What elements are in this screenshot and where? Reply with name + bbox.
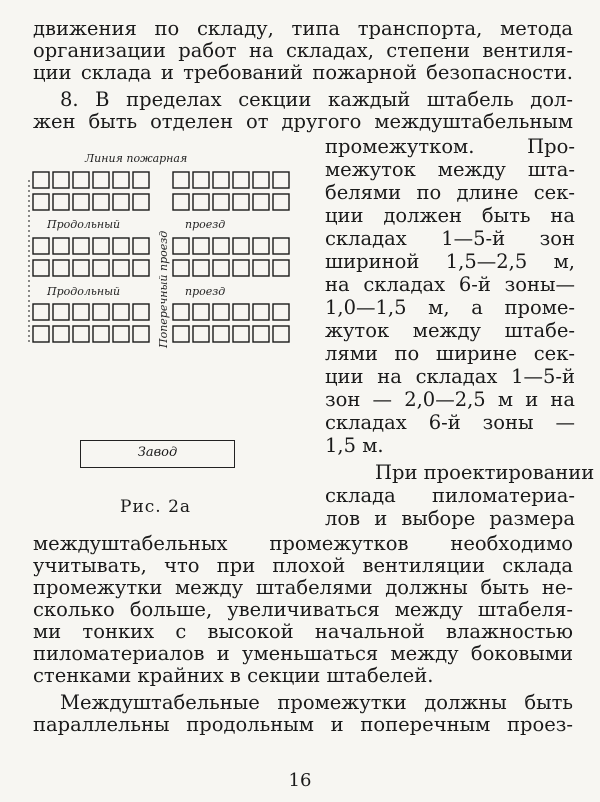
- stack-rect: [193, 194, 209, 210]
- stack-rect: [173, 172, 189, 188]
- text-line: складах 6-й зоны —: [325, 411, 575, 434]
- text-line: на складах 6-й зоны—: [325, 273, 575, 296]
- text-line: ции на складах 1—5-й: [325, 365, 575, 388]
- stack-rect: [33, 194, 49, 210]
- stack-rect: [193, 238, 209, 254]
- stack-rect: [253, 326, 269, 342]
- stack-rect: [193, 326, 209, 342]
- text-line: Междуштабельные промежутки должны быть: [60, 691, 573, 714]
- text-line: ции склада и требований пожарной безопасности.: [33, 61, 573, 84]
- stack-rect: [213, 304, 229, 320]
- stack-rect: [133, 260, 149, 276]
- text-line: складах 1—5-й зон: [325, 227, 575, 250]
- text-line: лями по ширине сек-: [325, 342, 575, 365]
- stack-rect: [233, 172, 249, 188]
- text-line: межуток между шта-: [325, 158, 575, 181]
- stack-rect: [273, 260, 289, 276]
- stack-rect: [273, 326, 289, 342]
- stack-rect: [253, 304, 269, 320]
- stack-rect: [193, 304, 209, 320]
- stack-rect: [93, 172, 109, 188]
- stack-rect: [233, 326, 249, 342]
- stack-rect: [113, 172, 129, 188]
- longitudinal-pass-label: Продольный: [47, 218, 121, 231]
- longitudinal-pass-label: Продольный: [47, 285, 121, 298]
- page-number: 16: [288, 770, 312, 791]
- text-line: 8. В пределах секции каждый штабель дол-: [60, 88, 573, 111]
- stack-rect: [93, 194, 109, 210]
- text-line: 1,5 м.: [325, 434, 384, 457]
- stack-rect: [173, 238, 189, 254]
- stack-rect: [133, 238, 149, 254]
- gate-box: [80, 440, 235, 468]
- longitudinal-pass-label: проезд: [185, 218, 226, 231]
- stack-layout-figure: [25, 150, 300, 360]
- stack-rect: [273, 172, 289, 188]
- stack-rect: [73, 304, 89, 320]
- text-line: лов и выборе размера: [325, 507, 575, 530]
- stack-rect: [233, 194, 249, 210]
- stack-rect: [93, 260, 109, 276]
- stack-rect: [73, 260, 89, 276]
- stack-rect: [73, 326, 89, 342]
- stack-rect: [273, 194, 289, 210]
- stack-rect: [53, 304, 69, 320]
- stack-rect: [133, 326, 149, 342]
- stack-rect: [113, 260, 129, 276]
- text-line: движения по складу, типа транспорта, метода: [33, 17, 573, 40]
- text-line: ми тонких с высокой начальной влажностью: [33, 620, 573, 643]
- stack-rect: [53, 194, 69, 210]
- stack-rect: [273, 238, 289, 254]
- text-line: стенками крайних в секции штабелей.: [33, 664, 434, 687]
- gate-label: Завод: [137, 445, 178, 460]
- stack-rect: [213, 260, 229, 276]
- stack-rect: [173, 260, 189, 276]
- stack-rect: [53, 326, 69, 342]
- stack-rect: [213, 172, 229, 188]
- stack-rect: [133, 172, 149, 188]
- stack-rect: [233, 260, 249, 276]
- text-line: белями по длине сек-: [325, 181, 575, 204]
- stack-rect: [133, 194, 149, 210]
- stack-rect: [253, 260, 269, 276]
- stack-rect: [113, 304, 129, 320]
- stack-rect: [113, 326, 129, 342]
- stack-rect: [53, 172, 69, 188]
- text-line: междуштабельных промежутков необходимо: [33, 532, 573, 555]
- stack-rect: [113, 238, 129, 254]
- text-line: промежутки между штабелями должны быть не-: [33, 576, 573, 599]
- stack-rect: [73, 238, 89, 254]
- text-line: промежутком. Про-: [325, 135, 575, 158]
- text-line: зон — 2,0—2,5 м и на: [325, 388, 575, 411]
- stack-rect: [213, 326, 229, 342]
- stack-rect: [173, 326, 189, 342]
- fire-line-label: Линия пожарная: [85, 152, 188, 165]
- stack-rect: [253, 194, 269, 210]
- text-line: организации работ на складах, степени вентиля-: [33, 39, 573, 62]
- stack-rect: [33, 326, 49, 342]
- stack-rect: [33, 304, 49, 320]
- text-line: ции должен быть на: [325, 204, 575, 227]
- text-line: шириной 1,5—2,5 м,: [325, 250, 575, 273]
- stack-rect: [233, 238, 249, 254]
- stack-rect: [193, 260, 209, 276]
- stack-rect: [73, 194, 89, 210]
- stack-rect: [173, 304, 189, 320]
- figure-caption: Рис. 2а: [120, 497, 192, 517]
- text-line: пиломатериалов и уменьшаться между боковыми: [33, 642, 573, 665]
- stack-rect: [173, 194, 189, 210]
- stack-rect: [33, 260, 49, 276]
- stack-rect: [213, 194, 229, 210]
- text-line: сколько больше, увеличиваться между штабеля-: [33, 598, 573, 621]
- stack-rect: [273, 304, 289, 320]
- text-line: жуток между штабе-: [325, 319, 575, 342]
- text-line: учитывать, что при плохой вентиляции склада: [33, 554, 573, 577]
- stack-rect: [33, 172, 49, 188]
- stack-rect: [253, 238, 269, 254]
- stack-rect: [33, 238, 49, 254]
- stack-rect: [233, 304, 249, 320]
- stack-rect: [213, 238, 229, 254]
- longitudinal-pass-label: проезд: [185, 285, 226, 298]
- stack-rect: [73, 172, 89, 188]
- stack-rect: [193, 172, 209, 188]
- stack-rect: [113, 194, 129, 210]
- stack-rect: [93, 238, 109, 254]
- stack-rect: [53, 238, 69, 254]
- text-line: склада пиломатериа-: [325, 484, 575, 507]
- stack-rect: [253, 172, 269, 188]
- text-line: жен быть отделен от другого междуштабельным: [33, 110, 573, 133]
- text-line: параллельны продольным и поперечным проез-: [33, 713, 573, 736]
- text-line: 1,0—1,5 м, а проме-: [325, 296, 575, 319]
- stack-rect: [93, 326, 109, 342]
- stack-rect: [133, 304, 149, 320]
- stack-rect: [53, 260, 69, 276]
- cross-pass-label: Поперечный проезд: [157, 230, 170, 348]
- text-line: При проектировании: [375, 461, 595, 484]
- stack-rect: [93, 304, 109, 320]
